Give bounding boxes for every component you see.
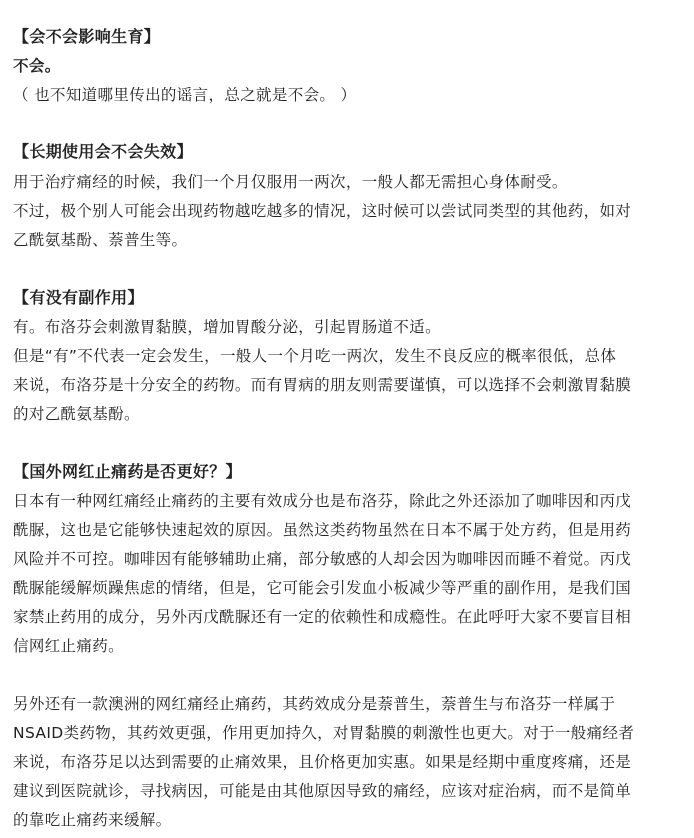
paragraph-line: 家禁止药用的成分，另外丙戊酰脲还有一定的依赖性和成瘾性。在此呼吁大家不要盲目相 — [13, 608, 632, 626]
paragraph-line: 有。布洛芬会刺激胃黏膜，增加胃酸分泌，引起胃肠道不适。 — [13, 318, 441, 336]
paragraph-line: 酰脲，这也是它能够快速起效的原因。虽然这类药物虽然在日本不属于处方药，但是用药 — [13, 521, 632, 539]
paragraph-line: 不过，极个别人可能会出现药物越吃越多的情况，这时候可以尝试同类型的其他药，如对 — [13, 202, 632, 220]
section-heading-long-term: 【长期使用会不会失效】 — [13, 142, 193, 161]
paragraph-line: 建议到医院就诊，寻找病因，可能是由其他原因导致的痛经，应该对症治病，而不是简单 — [13, 782, 632, 800]
paragraph-line: 信网红止痛药。 — [13, 637, 124, 655]
paragraph-line: 来说，布洛芬是十分安全的药物。而有胃病的朋友则需要谨慎，可以选择不会刺激胃黏膜 — [13, 376, 632, 394]
paragraph-line: 日本有一种网红痛经止痛药的主要有效成分也是布洛芬，除此之外还添加了咖啡因和丙戊 — [13, 492, 632, 510]
fertility-note: （ 也不知道哪里传出的谣言，总之就是不会。 ） — [13, 86, 357, 104]
paragraph-line: 但是“有”不代表一定会发生，一般人一个月吃一两次，发生不良反应的概率很低，总体 — [13, 347, 617, 365]
fertility-answer: 不会。 — [13, 57, 61, 75]
paragraph-line: NSAID类药物，其药效更强，作用更加持久，对胃黏膜的刺激性也更大。对于一般痛经者 — [13, 724, 635, 742]
paragraph-line: 乙酰氨基酚、萘普生等。 — [13, 231, 188, 249]
paragraph-line: 的对乙酰氨基酚。 — [13, 405, 140, 423]
paragraph-line: 风险并不可控。咖啡因有能够辅助止痛，部分敏感的人却会因为咖啡因而睡不着觉。丙戊 — [13, 550, 632, 568]
paragraph-line: 的靠吃止痛药来缓解。 — [13, 811, 172, 829]
section-heading-side-effects: 【有没有副作用】 — [13, 288, 144, 307]
paragraph-line: 用于治疗痛经的时候，我们一个月仅服用一两次，一般人都无需担心身体耐受。 — [13, 173, 568, 191]
section-heading-foreign: 【国外网红止痛药是否更好？】 — [13, 462, 242, 481]
paragraph-line: 来说，布洛芬足以达到需要的止痛效果，且价格更加实惠。如果是经期中重度疼痛，还是 — [13, 753, 632, 771]
paragraph-line: 酰脲能缓解烦躁焦虑的情绪，但是，它可能会引发血小板减少等严重的副作用，是我们国 — [13, 579, 632, 597]
paragraph-line: 另外还有一款澳洲的网红痛经止痛药，其药效成分是萘普生，萘普生与布洛芬一样属于 — [13, 695, 616, 713]
section-heading-fertility: 【会不会影响生育】 — [13, 27, 161, 46]
